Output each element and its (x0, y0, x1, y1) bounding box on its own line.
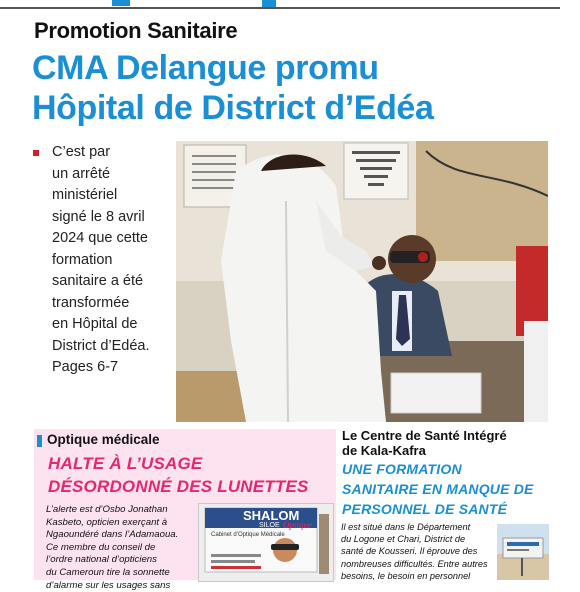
body-line: l’ordre national d’opticiens (46, 554, 157, 566)
top-strip (0, 0, 580, 8)
headline-line: PERSONNEL DE SANTÉ (342, 501, 508, 517)
lead-line: District d’Edéa. (52, 337, 150, 354)
left-article-headline[interactable] (48, 452, 338, 498)
lead-line: formation (52, 251, 113, 268)
right-article-headline[interactable] (342, 459, 572, 519)
right-article-title (342, 428, 562, 458)
lead-bullet-icon (33, 150, 39, 156)
masthead-fragment (262, 0, 276, 7)
lead-line: en Hôpital de (52, 316, 138, 332)
lead-line: C’est par (52, 144, 111, 160)
ad-script: Optique (283, 520, 312, 530)
right-article-body (341, 521, 491, 582)
body-line: nombreuses difficultés. Entre autres (341, 558, 488, 569)
body-line: Kasbeto, opticien exerçant à (46, 516, 168, 528)
top-rule (0, 7, 560, 9)
lead-pages[interactable]: Pages 6-7 (52, 359, 119, 375)
headline-line: CMA Delangue promu (32, 49, 379, 87)
body-line: du Cameroun tire la sonnette (46, 566, 170, 578)
kicker: Promotion Sanitaire (34, 18, 238, 43)
body-line: Ce membre du conseil de (46, 541, 156, 553)
body-line: du Logone et Chari, District de (341, 534, 466, 545)
headline-line: DÉSORDONNÉ DES LUNETTES (48, 477, 309, 496)
ad-tagline: Cabinet d’Optique Médicale (211, 532, 285, 538)
body-line: Il est situé dans le Département (341, 522, 471, 532)
optique-advertisement[interactable] (198, 503, 334, 582)
body-line: L’alerte est d’Osbo Jonathan (46, 504, 168, 515)
headline-line: UNE FORMATION (342, 461, 462, 477)
lead-line: transformée (52, 294, 130, 311)
headline-line: SANITAIRE EN MANQUE DE (342, 481, 534, 497)
title-line: Le Centre de Santé Intégré (342, 428, 507, 443)
body-line: besoins, le besoin en personnel (341, 570, 471, 581)
headline-line: Hôpital de District d’Edéa (32, 89, 434, 127)
lead-paragraph (52, 142, 174, 379)
body-line: santé de Kousseri. Il éprouve des (341, 546, 478, 557)
left-article-body (46, 504, 194, 592)
body-line: Ngaoundéré dans l’Adamaoua. (46, 529, 179, 541)
headline (32, 48, 572, 128)
ad-sub: SILOE (259, 522, 280, 529)
lead-line: sanitaire a été (52, 273, 144, 289)
lead-line: ministériel (52, 187, 118, 203)
main-photo (176, 141, 548, 422)
ad-brand: SHALOM (243, 508, 300, 523)
title-line: de Kala-Kafra (342, 443, 426, 458)
lead-line: 2024 que cette (52, 230, 148, 246)
lead-line: un arrêté (52, 165, 111, 182)
section-bullet-icon (37, 435, 42, 447)
section-label: Optique médicale (47, 432, 160, 447)
health-center-photo (497, 524, 549, 580)
masthead-fragment (112, 0, 130, 6)
headline-line: HALTE À L’USAGE (48, 454, 203, 473)
body-line: d’alarme sur les usages sans (46, 579, 171, 591)
lead-line: signé le 8 avril (52, 208, 145, 225)
